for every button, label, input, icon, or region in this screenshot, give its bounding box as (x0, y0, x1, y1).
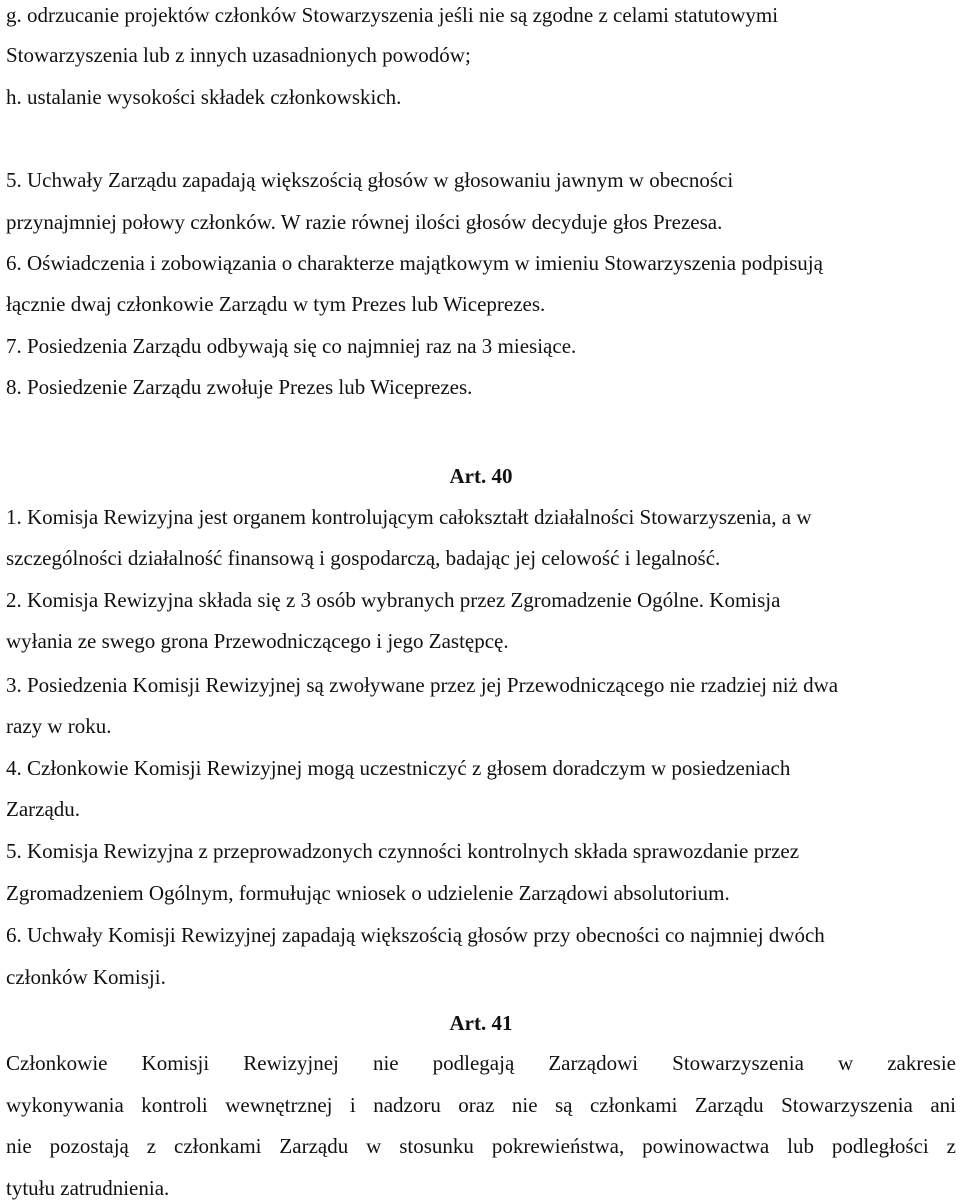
text-line: h. ustalanie wysokości składek członkowskich. (6, 85, 402, 109)
text-line: przynajmniej połowy członków. W razie równej ilości głosów decyduje głos Prezesa. (6, 210, 723, 234)
text-line: łącznie dwaj członkowie Zarządu w tym Prezes lub Wiceprezes. (6, 292, 546, 316)
text-line: 3. Posiedzenia Komisji Rewizyjnej są zwoływane przez jej Przewodniczącego nie rzadziej niż dwa (6, 673, 839, 697)
text-line: członków Komisji. (6, 965, 166, 989)
text-line: tytułu zatrudnienia. (6, 1176, 170, 1200)
text-line: Stowarzyszenia lub z innych uzasadnionych powodów; (6, 43, 471, 67)
text-line: 5. Komisja Rewizyjna z przeprowadzonych czynności kontrolnych składa sprawozdanie przez (6, 839, 800, 863)
text-line: 6. Uchwały Komisji Rewizyjnej zapadają większością głosów przy obecności co najmniej dwóch (6, 923, 825, 947)
text-line: Zgromadzeniem Ogólnym, formułując wniosek o udzielenie Zarządowi absolutorium. (6, 881, 730, 905)
text-line: wykonywania kontroli wewnętrznej i nadzoru oraz nie są członkami Zarządu Stowarzyszenia ani (6, 1093, 956, 1117)
text-line: 6. Oświadczenia i zobowiązania o charakterze majątkowym w imieniu Stowarzyszenia podpisują (6, 251, 823, 275)
text-line: Zarządu. (6, 797, 81, 821)
text-line: razy w roku. (6, 714, 112, 738)
text-line: 1. Komisja Rewizyjna jest organem kontrolującym całokształt działalności Stowarzyszenia, a w (6, 505, 812, 529)
text-line: 2. Komisja Rewizyjna składa się z 3 osób wybranych przez Zgromadzenie Ogólne. Komisja (6, 588, 781, 612)
text-line: Członkowie Komisji Rewizyjnej nie podlegają Zarządowi Stowarzyszenia w zakresie (6, 1051, 956, 1075)
text-line: nie pozostają z członkami Zarządu w stosunku pokrewieństwa, powinowactwa lub podległości z (6, 1134, 956, 1158)
text-line: g. odrzucanie projektów członków Stowarzyszenia jeśli nie są zgodne z celami statutowymi (6, 3, 779, 27)
text-line: szczególności działalność finansową i gospodarczą, badając jej celowość i legalność. (6, 546, 721, 570)
text-line: 5. Uchwały Zarządu zapadają większością głosów w głosowaniu jawnym w obecności (6, 168, 734, 192)
article-heading: Art. 41 (449, 1011, 513, 1035)
text-line: wyłania ze swego grona Przewodniczącego i jego Zastępcę. (6, 629, 509, 653)
text-line: 8. Posiedzenie Zarządu zwołuje Prezes lub Wiceprezes. (6, 375, 473, 399)
text-line: 7. Posiedzenia Zarządu odbywają się co najmniej raz na 3 miesiące. (6, 334, 577, 358)
text-line: 4. Członkowie Komisji Rewizyjnej mogą uczestniczyć z głosem doradczym w posiedzeniach (6, 756, 791, 780)
article-heading: Art. 40 (449, 464, 513, 488)
